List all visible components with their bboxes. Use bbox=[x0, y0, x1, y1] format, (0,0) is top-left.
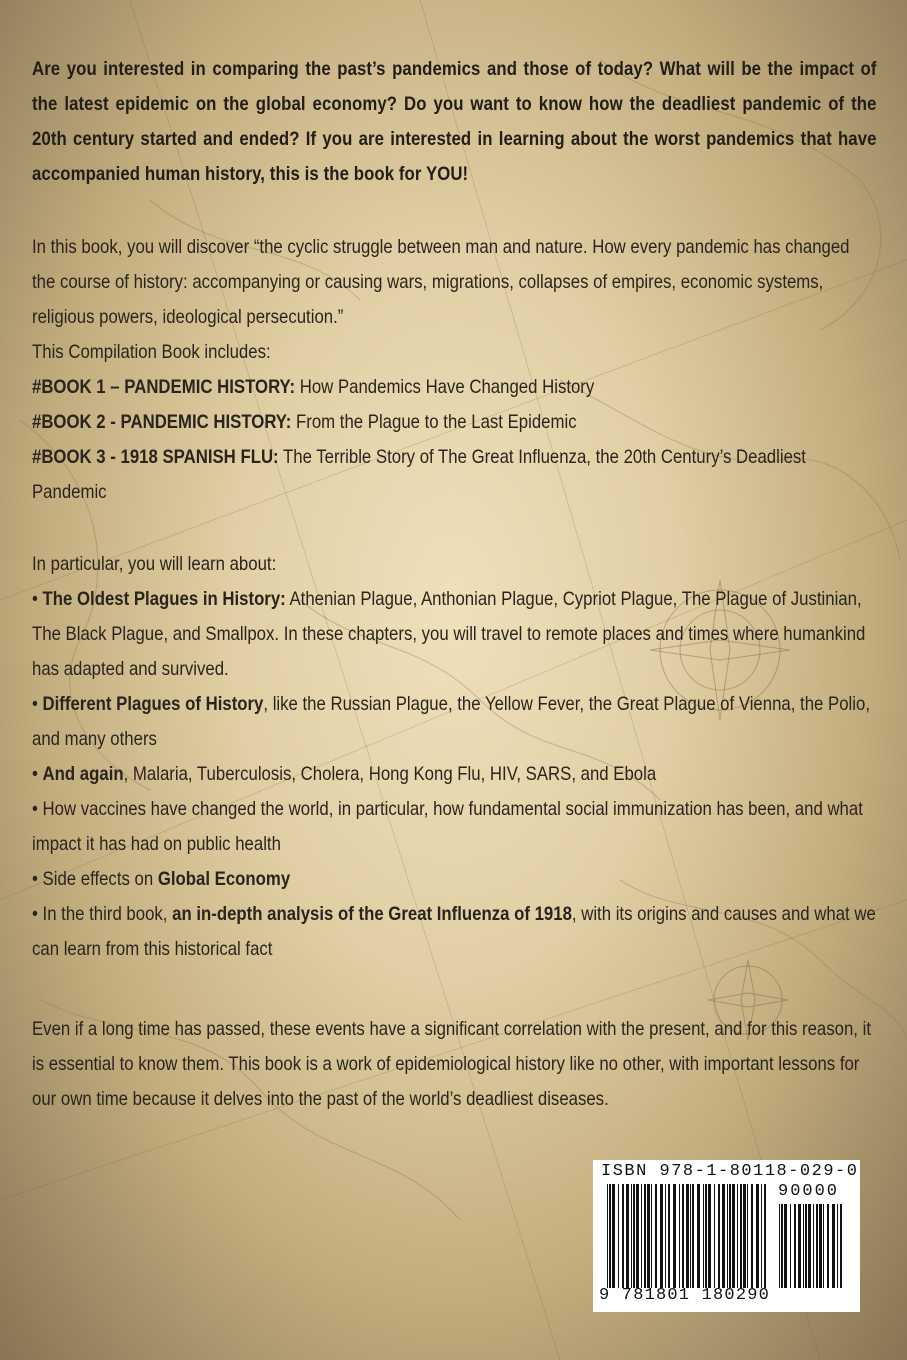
barcode-bar bbox=[743, 1184, 746, 1288]
barcode-bar bbox=[636, 1184, 639, 1288]
barcode-bar bbox=[790, 1204, 791, 1288]
bullet-5-bold: Global Economy bbox=[157, 868, 291, 890]
bullet-vaccines bbox=[32, 792, 877, 862]
barcode-bar bbox=[729, 1184, 731, 1288]
bullet-oldest-plagues bbox=[32, 582, 877, 687]
barcode-bar bbox=[761, 1184, 762, 1288]
barcode-bar bbox=[633, 1184, 635, 1288]
barcode-bar bbox=[622, 1184, 624, 1288]
bullet-5-pre: Side effects on bbox=[42, 868, 158, 890]
book-2-title: From the Plague to the Last Epidemic bbox=[296, 411, 577, 433]
barcode-bar bbox=[816, 1204, 818, 1288]
barcode-bar bbox=[737, 1184, 738, 1288]
barcode-bar bbox=[647, 1184, 650, 1288]
closing-text: Even if a long time has passed, these events have a significant correlation with the present, and for this reason, it is essential to know them. This book is a work of epidemiological history like no other, with important lessons for our own time because it delves into the past of the world’s deadliest diseases. bbox=[32, 1018, 871, 1110]
barcode-digits: 9 781801 180290 bbox=[599, 1286, 771, 1305]
barcode-bars bbox=[607, 1184, 767, 1288]
barcode-bar bbox=[784, 1204, 787, 1288]
bullet-2-bold: Different Plagues of History bbox=[42, 693, 264, 715]
bullet-6-pre: In the third book, bbox=[42, 903, 173, 925]
bullet-3-bold: And again bbox=[42, 763, 124, 785]
intro-text: Are you interested in comparing the past’s pandemics and those of today? What will be the impact of the latest epidemic on the global economy? Do you want to know how the deadliest pandemic of the 20th century started and ended? If you are interested in learning about the worst pandemics that have accompanied human history, this is the book for YOU! bbox=[32, 58, 877, 185]
bullet-char: • bbox=[32, 588, 38, 610]
barcode-bar bbox=[764, 1184, 766, 1288]
barcode-bar bbox=[837, 1204, 838, 1288]
barcode-bar bbox=[626, 1184, 629, 1288]
bullet-different-plagues bbox=[32, 687, 877, 757]
book-3-line bbox=[32, 440, 877, 510]
bullet-1-text: Athenian Plague, Anthonian Plague, Cypriot Plague, The Plague of Justinian, The Black Plague, and Smallpox. In these chapters, you will travel to remote places and times where humankind has adapted and survived. bbox=[32, 588, 866, 680]
bullet-4-text: How vaccines have changed the world, in particular, how fundamental social immunization has been, and what impact it has had on public health bbox=[32, 798, 863, 855]
compilation-intro: This Compilation Book includes: bbox=[32, 341, 271, 363]
book-2-label: #BOOK 2 - PANDEMIC HISTORY: bbox=[32, 411, 292, 433]
learn-block bbox=[32, 547, 907, 967]
barcode-bar bbox=[705, 1184, 707, 1288]
barcode-bar bbox=[644, 1184, 646, 1288]
barcode-bar bbox=[756, 1184, 759, 1288]
barcode-bar bbox=[798, 1204, 801, 1288]
barcode-bar bbox=[722, 1184, 725, 1288]
barcode-bar bbox=[803, 1204, 804, 1288]
barcode-bar bbox=[651, 1184, 652, 1288]
bullet-6-text: , with its origins and causes and what we can learn from this historical fact bbox=[32, 903, 876, 960]
bullet-char: • bbox=[32, 903, 38, 925]
isbn-number: ISBN 978-1-80118-029-0 bbox=[601, 1162, 859, 1181]
learn-intro: In particular, you will learn about: bbox=[32, 553, 277, 575]
barcode-bar bbox=[813, 1204, 814, 1288]
bullet-char: • bbox=[32, 763, 38, 785]
barcode-bar bbox=[718, 1184, 720, 1288]
barcode-bar bbox=[794, 1204, 796, 1288]
barcode-bar bbox=[607, 1184, 608, 1288]
barcode-bar bbox=[740, 1184, 742, 1288]
intro-paragraph bbox=[32, 52, 907, 192]
isbn-barcode bbox=[593, 1160, 860, 1312]
barcode-bar bbox=[823, 1204, 824, 1288]
barcode-bar bbox=[618, 1184, 619, 1288]
barcode-bar bbox=[751, 1184, 753, 1288]
bullet-global-economy bbox=[32, 862, 877, 897]
discover-block bbox=[32, 230, 907, 510]
barcode-bar bbox=[612, 1184, 615, 1288]
barcode-bar bbox=[668, 1184, 670, 1288]
barcode-bar bbox=[679, 1184, 680, 1288]
barcode-bar bbox=[805, 1204, 807, 1288]
barcode-bar bbox=[832, 1204, 835, 1288]
barcode-bar bbox=[631, 1184, 632, 1288]
barcode-bar bbox=[673, 1184, 676, 1288]
barcode-bar bbox=[827, 1204, 829, 1288]
bullet-6-bold: an in-depth analysis of the Great Influenza of 1918 bbox=[172, 903, 572, 925]
bullet-third-book bbox=[32, 897, 877, 967]
bullet-1-bold: The Oldest Plagues in History: bbox=[42, 588, 286, 610]
barcode-bar bbox=[686, 1184, 689, 1288]
barcode-bar bbox=[609, 1184, 611, 1288]
barcode-bar bbox=[840, 1204, 842, 1288]
barcode-bar bbox=[727, 1184, 728, 1288]
barcode-bar bbox=[682, 1184, 684, 1288]
barcode-bar bbox=[708, 1184, 711, 1288]
barcode-addon-bars bbox=[779, 1204, 849, 1288]
book-1-label: #BOOK 1 – PANDEMIC HISTORY: bbox=[32, 376, 296, 398]
closing-paragraph bbox=[32, 1012, 907, 1117]
barcode-bar bbox=[660, 1184, 663, 1288]
barcode-bar bbox=[732, 1184, 735, 1288]
bullet-2-text: , like the Russian Plague, the Yellow Fever, the Great Plague of Vienna, the Polio, and many others bbox=[32, 693, 870, 750]
barcode-bar bbox=[697, 1184, 700, 1288]
barcode-bar bbox=[808, 1204, 811, 1288]
barcode-bar bbox=[655, 1184, 657, 1288]
barcode-bar bbox=[641, 1184, 642, 1288]
barcode-bar bbox=[781, 1204, 783, 1288]
discover-text: In this book, you will discover “the cyclic struggle between man and nature. How every pandemic has changed the course of history: accompanying or causing wars, migrations, collapses of empires, economic systems, religious powers, ideological persecution.” bbox=[32, 236, 850, 328]
barcode-bar bbox=[779, 1204, 780, 1288]
bullet-char: • bbox=[32, 798, 38, 820]
bullet-char: • bbox=[32, 868, 38, 890]
book-3-label: #BOOK 3 - 1918 SPANISH FLU: bbox=[32, 446, 279, 468]
barcode-bar bbox=[665, 1184, 666, 1288]
barcode-bar bbox=[819, 1204, 822, 1288]
bullet-3-text: , Malaria, Tuberculosis, Cholera, Hong Kong Flu, HIV, SARS, and Ebola bbox=[123, 763, 657, 785]
barcode-bar bbox=[703, 1184, 704, 1288]
barcode-bar bbox=[747, 1184, 748, 1288]
price-code: 90000 bbox=[778, 1182, 840, 1201]
book-1-line bbox=[32, 370, 877, 405]
bullet-char: • bbox=[32, 693, 38, 715]
book-2-line bbox=[32, 405, 877, 440]
barcode-bar bbox=[714, 1184, 715, 1288]
book-3-title: The Terrible Story of The Great Influenza, the 20th Century’s Deadliest Pandemic bbox=[32, 446, 806, 503]
barcode-bar bbox=[692, 1184, 694, 1288]
barcode-bar bbox=[690, 1184, 691, 1288]
book-1-title: How Pandemics Have Changed History bbox=[299, 376, 595, 398]
bullet-and-again bbox=[32, 757, 877, 792]
